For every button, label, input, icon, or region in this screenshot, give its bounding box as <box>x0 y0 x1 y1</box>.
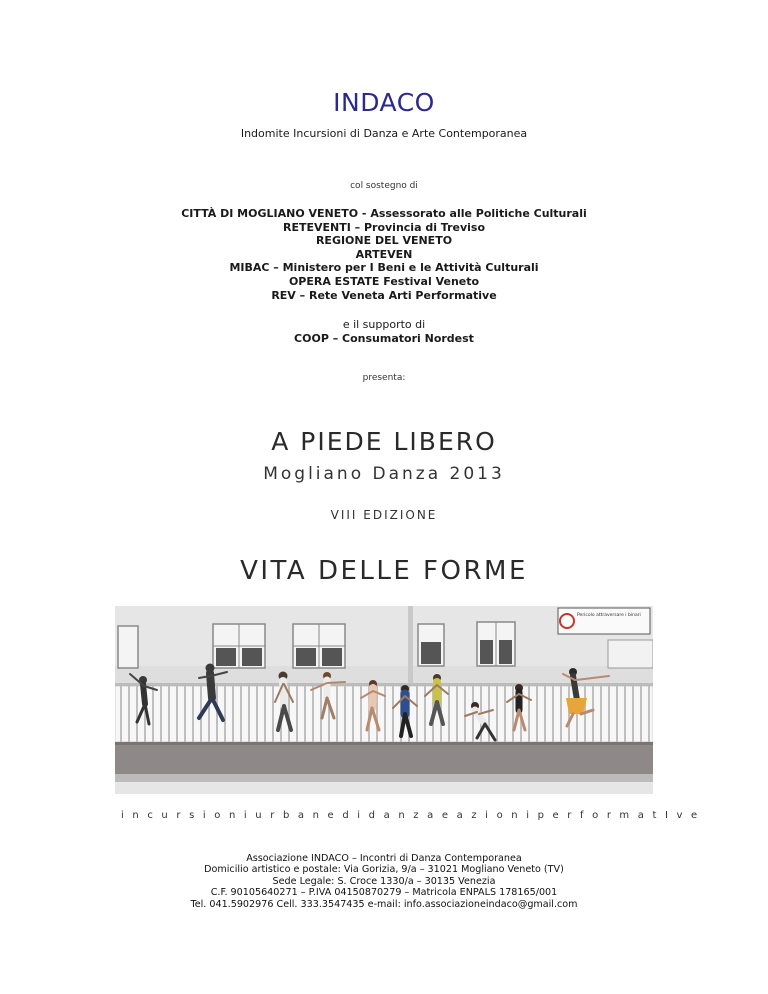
sponsor-line: REV – Rete Veneta Arti Performative <box>271 288 497 302</box>
sponsor-line: MIBAC – Ministero per I Beni e le Attività Culturali <box>229 261 539 275</box>
support-name: COOP – Consumatori Nordest <box>294 332 474 345</box>
tagline-word: performatIve <box>537 810 706 821</box>
page-title: INDACO <box>333 88 435 117</box>
footer-line: C.F. 90105640271 – P.IVA 04150870279 – Matricola ENPALS 178165/001 <box>210 887 558 899</box>
tagline-word: danza <box>368 810 442 821</box>
sponsors-list <box>0 207 768 302</box>
sign-text: Pericolo attraversare i binari <box>577 613 641 618</box>
footer-line: Associazione INDACO – Incontri di Danza Contemporanea <box>246 853 522 864</box>
sponsor-line: REGIONE DEL VENETO <box>315 234 453 248</box>
tagline-word: e <box>441 810 457 821</box>
event-title: A PIEDE LIBERO <box>271 427 497 456</box>
footer-line: Domicilio artistico e postale: Via Gorizia, 9/a – 31021 Mogliano Veneto (TV) <box>204 864 564 876</box>
tagline-word: di <box>342 810 369 821</box>
event-theme: VITA DELLE FORME <box>240 556 528 586</box>
tagline <box>121 810 706 821</box>
footer-line: Tel. 041.5902976 Cell. 333.3547435 e-mail: info.associazioneindaco@gmail.com <box>190 898 578 910</box>
sponsors-intro: col sostegno di <box>350 181 418 191</box>
support-intro: e il supporto di <box>342 318 426 331</box>
sponsor-line: CITTÀ DI MOGLIANO VENETO - Assessorato alle Politiche Culturali <box>181 207 587 220</box>
footer-contact <box>0 853 768 910</box>
footer-line: Sede Legale: S. Croce 1330/a – 30135 Venezia <box>272 875 496 887</box>
page-subtitle: Indomite Incursioni di Danza e Arte Contemporanea <box>240 127 528 140</box>
event-edition-name: Mogliano Danza 2013 <box>263 464 505 484</box>
tagline-word: azioni <box>456 810 538 821</box>
sponsor-line: OPERA ESTATE Festival Veneto <box>288 274 480 288</box>
sponsor-line: RETEVENTI – Provincia di Treviso <box>282 220 486 234</box>
tagline-word: urbane <box>255 810 343 821</box>
dancers-photo-illustration <box>115 606 653 794</box>
event-edition-number: VIII EDIZIONE <box>330 508 438 522</box>
tagline-word: incursioni <box>121 810 256 821</box>
presents-label: presenta: <box>362 373 406 383</box>
dancers-photo <box>115 606 653 794</box>
support-block <box>0 318 768 346</box>
sponsor-line: ARTEVEN <box>355 247 413 261</box>
